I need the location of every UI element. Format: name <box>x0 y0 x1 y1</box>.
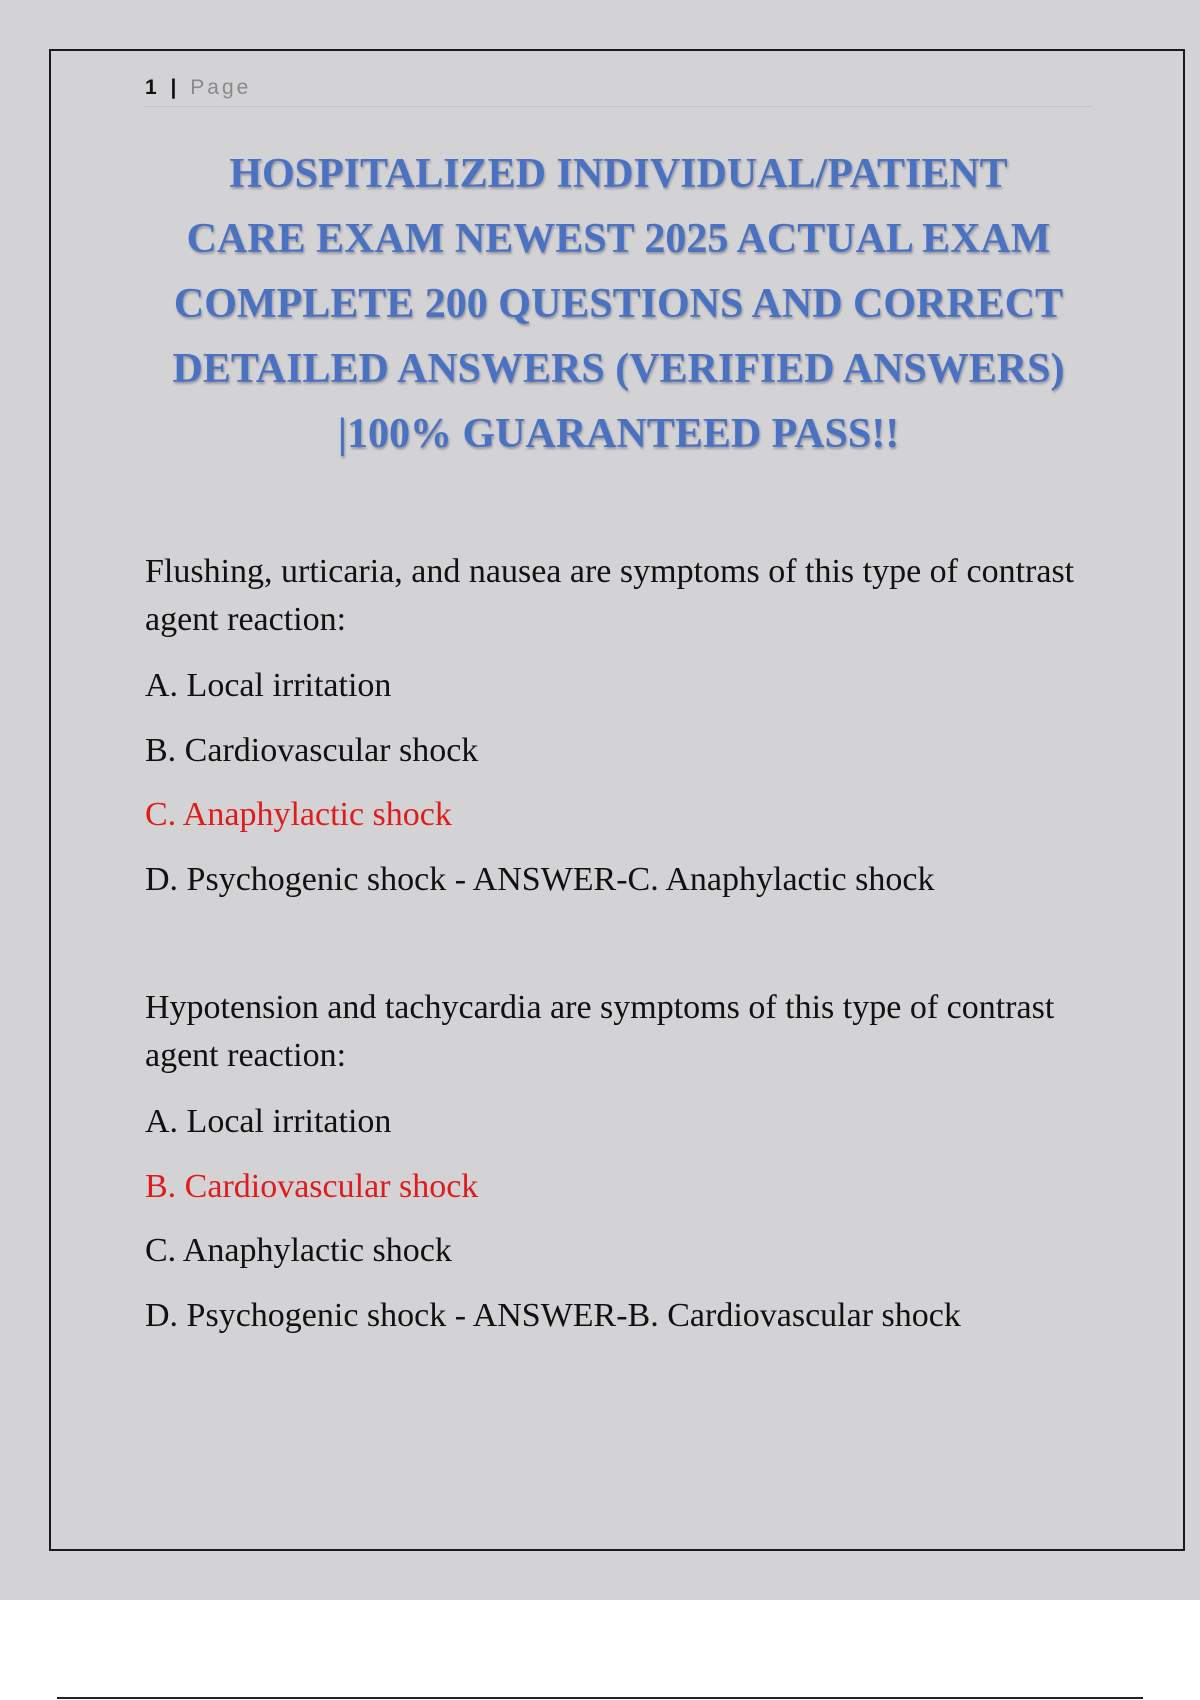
question-1-option-a: A. Local irritation <box>145 667 392 704</box>
page-number: 1 <box>145 76 160 99</box>
question-1-option-d-answer: D. Psychogenic shock - ANSWER-C. Anaphylactic shock <box>145 860 935 898</box>
page-header <box>145 74 1093 107</box>
question-2-option-c: C. Anaphylactic shock <box>145 1232 452 1269</box>
document-title <box>120 142 1117 467</box>
question-1-option-b: B. Cardiovascular shock <box>145 731 479 769</box>
page-label: Page <box>190 76 252 99</box>
question-1-option-c-correct: C. Anaphylactic shock <box>145 796 452 833</box>
title-line-4: DETAILED ANSWERS (VERIFIED ANSWERS) <box>172 346 1065 392</box>
title-line-5: |100% GUARANTEED PASS!! <box>337 411 900 457</box>
question-1 <box>145 548 1085 912</box>
question-2-option-b-correct: B. Cardiovascular shock <box>145 1167 479 1205</box>
question-2-text: Hypotension and tachycardia are symptoms of this type of contrast agent reaction: <box>145 989 1055 1074</box>
question-2 <box>145 984 1085 1348</box>
question-1-text: Flushing, urticaria, and nausea are symptoms of this type of contrast agent reaction: <box>145 553 1075 638</box>
bottom-divider <box>57 1697 1143 1699</box>
title-line-3: COMPLETE 200 QUESTIONS AND CORRECT <box>173 281 1064 327</box>
title-line-2: CARE EXAM NEWEST 2025 ACTUAL EXAM <box>186 216 1051 262</box>
title-line-1: HOSPITALIZED INDIVIDUAL/PATIENT <box>229 151 1008 197</box>
page-separator: | <box>170 76 180 99</box>
question-2-option-a: A. Local irritation <box>145 1103 392 1140</box>
question-2-option-d-answer: D. Psychogenic shock - ANSWER-B. Cardiovascular shock <box>145 1296 961 1334</box>
